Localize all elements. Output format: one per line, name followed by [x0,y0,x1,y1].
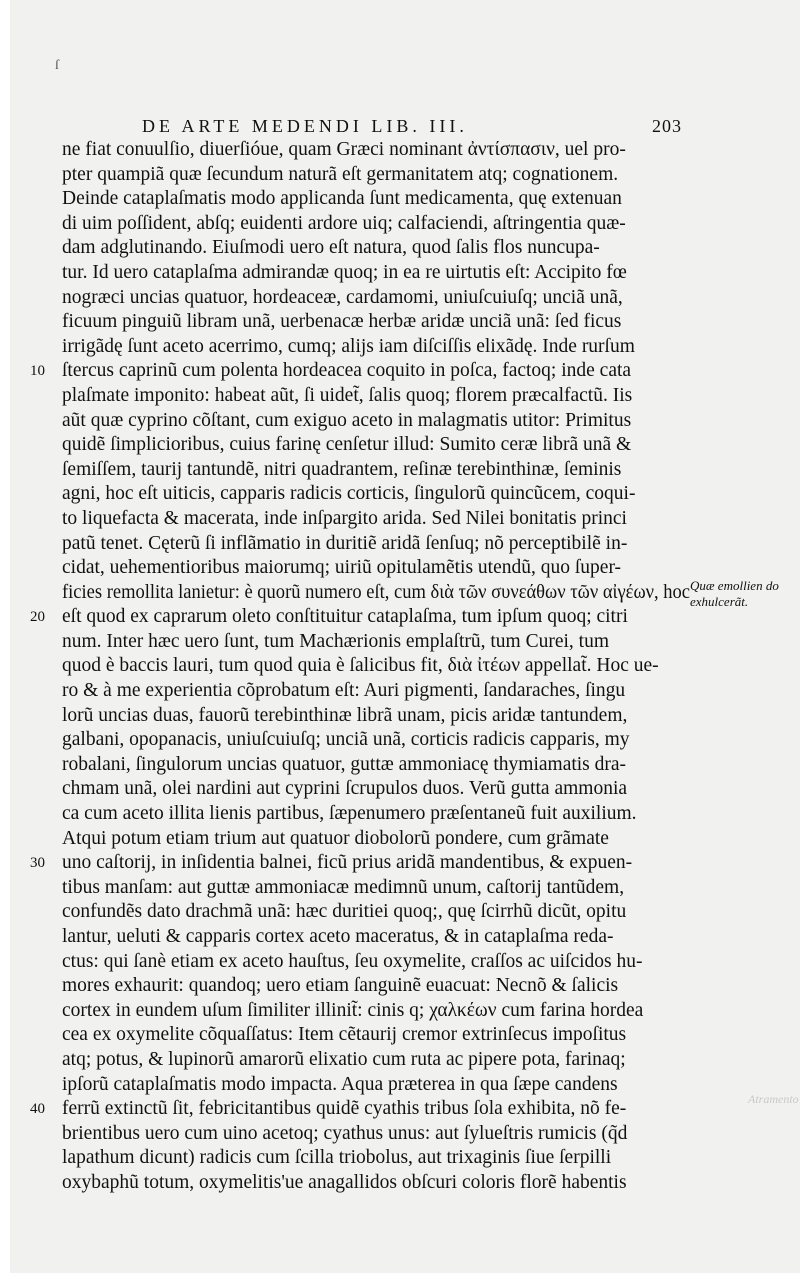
text-line: ro & à me experientia cõprobatum eſt: Auri pigmenti, ſandaraches, ſingu [62,680,626,702]
text-line: ficies remollita lanietur: è quorũ numero eſt, cum διὰ τῶν συνεάθων τῶν αἰγέων, hoc [62,581,690,603]
text-line: mores exhaurit: quandoq; uero etiam ſanguinẽ euacuat: Necnõ & ſalicis [62,975,619,997]
line-number: 30 [30,855,45,872]
text-line: ſemiſſem, taurĳ tantundẽ, nitri quadrantem, reſinæ terebinthinæ, ſeminis [62,458,622,480]
text-line: patũ tenet. Cęterũ ſi inflãmatio in duritiẽ aridã ſenſuq; nõ perceptibilẽ in- [62,532,628,554]
text-line: eſt quod ex caprarum oleto conſtituitur cataplaſma, tum ipſum quoq; citri [62,606,628,628]
text-line: tibus manſam: aut guttæ ammoniacæ medimnũ unum, caſtorĳ tantũdem, [62,876,625,898]
text-line: ctus: qui ſanè etiam ex aceto hauſtus, ſeu oxymelite, craſſos ac uiſcidos hu- [62,950,643,972]
text-line: di uim poſſident, abſq; euidenti ardore uiq; calfaciendi, aſtringentia quæ- [62,212,626,234]
text-line: agni, hoc eſt uiticis, capparis radicis corticis, ſingulorũ quincũcem, coqui- [62,483,636,505]
text-line: cidat, uehementioribus maiorumq; uiriũ opitulamẽtis utendũ, quo ſuper- [62,557,622,579]
text-line: atq; potus, & lupinorũ amarorũ elixatio cum ruta ac pipere pota, farinaq; [62,1048,626,1070]
book-page [10,0,800,1273]
text-line: brientibus uero cum uino acetoq; cyathus unus: aut ſylueſtris rumicis (q̃d [62,1122,628,1144]
text-line: Deinde cataplaſmatis modo applicanda ſunt medicamenta, quę extenuan [62,188,622,210]
text-line: ca cum aceto illita lienis partibus, ſæpenumero præſentaneũ fuit auxilium. [62,803,637,825]
line-number: 20 [30,609,45,626]
text-line: dam adglutinando. Eiuſmodi uero eſt natura, quod ſalis flos nuncupa- [62,237,600,259]
main-text-block [62,138,692,1196]
text-line: tur. Id uero cataplaſma admirandæ quoq; in ea re uirtutis eſt: Accipito fœ [62,261,627,283]
text-line: oxybaphũ totum, oxymelitis'ue anagallidos obſcuri coloris florẽ habentis [62,1171,627,1193]
text-line: robalani, ſingulorum uncias quatuor, guttæ ammoniacę thymiamatis dra- [62,753,627,775]
text-line: confundẽs dato drachmã unã: hæc duritiei quoq;, quę ſcirrhũ dicũt, opitu [62,901,627,923]
text-line: aũt quæ cyprino cõſtant, cum exiguo aceto in malagmatis utitor: Primitus [62,409,632,431]
text-line: ficuum pinguiũ libram unã, uerbenacæ herbæ aridæ unciã unã: ſed ficus [62,311,622,333]
text-line: num. Inter hæc uero ſunt, tum Machærionis emplaſtrũ, tum Curei, tum [62,630,609,652]
text-line: quidẽ ſimplicioribus, cuius farinę cenſetur illud: Sumito ceræ librã unã & [62,434,632,456]
text-line: cortex in eundem uſum ſimiliter illinit̃: cinis q; χαλκέων cum farina hordea [62,999,644,1021]
text-line: pter quampiã quæ ſecundum naturã eſt germanitatem atq; cognationem. [62,163,619,185]
text-line: quod è baccis lauri, tum quod quia è ſalicibus fit, διὰ ἰτέων appellat̃. Hoc ue- [62,655,659,677]
text-line: lorũ uncias duas, fauorũ terebinthinæ librã unam, picis aridæ tantundem, [62,704,628,726]
marginal-note: Quæ emollien do exhulcerãt. [690,578,779,609]
text-line: plaſmate imponito: habeat aũt, ſi uidet̃, ſalis quoq; florem præcalfactũ. Iis [62,384,633,406]
text-line: uno caſtorĳ, in inſidentia balnei, ficũ prius aridã mandentibus, & expuen- [62,852,633,874]
header-title: DE ARTE MEDENDI LIB. III. [142,116,468,136]
text-line: chmam unã, olei nardini aut cyprini ſcrupulos duos. Verũ gutta ammonia [62,778,628,800]
text-line: ipſorũ cataplaſmatis modo impacta. Aqua præterea in qua ſæpe candens [62,1073,618,1095]
text-line: galbani, opopanacis, uniuſcuiuſq; unciã unã, corticis radicis capparis, my [62,729,630,751]
line-number: 10 [30,363,45,380]
text-line: ferrũ extinctũ ſit, febricitantibus quidẽ cyathis tribus ſola exhibita, nõ fe- [62,1098,627,1120]
line-number: 40 [30,1101,45,1118]
text-line: ſtercus caprinũ cum polenta hordeacea coquito in poſca, factoq; inde cata [62,360,632,382]
text-line: nogræci uncias quatuor, hordeaceæ, cardamomi, uniuſcuiuſq; unciã unã, [62,286,623,308]
text-line: Atqui potum etiam trium aut quatuor diobolorũ pondere, cum grãmate [62,827,609,849]
text-line: ne fiat conuulſio, diuerſióue, quam Græci nominant ἀντίσπασιν, uel pro- [62,139,626,160]
bleed-through-text: Atramento [748,1092,799,1106]
text-line: to liquefacta & macerata, inde inſpargito arida. Sed Nilei bonitatis princi [62,507,627,529]
page-number: 203 [652,116,682,136]
text-line: cea ex oxymelite cõquaſſatus: Item cẽtaurĳ cremor extrinſecus impoſitus [62,1024,627,1046]
margin-mark: ſ [55,58,59,73]
text-line: irrigãdę ſunt aceto acerrimo, cumq; alijs iam diſciſſis elixãdę. Inde rurſum [62,335,635,357]
text-line: lantur, ueluti & capparis cortex aceto maceratus, & in cataplaſma reda- [62,926,614,947]
text-line: lapathum dicunt) radicis cum ſcilla triobolus, aut trixaginis ſiue ſerpilli [62,1147,612,1169]
